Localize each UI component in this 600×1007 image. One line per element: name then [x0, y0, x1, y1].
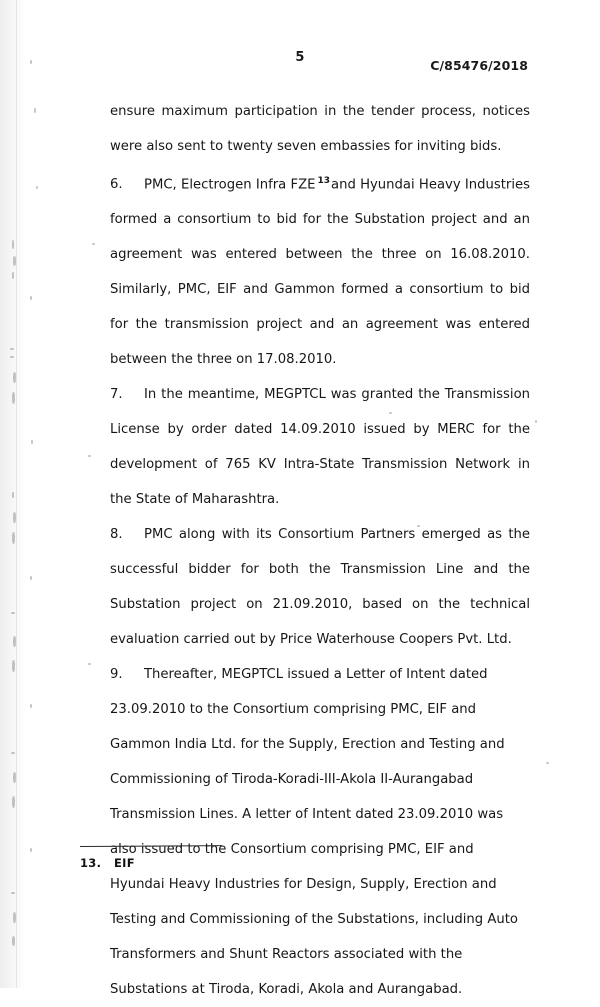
paragraph-number: 7.: [110, 387, 123, 403]
scan-speck: [92, 243, 95, 245]
paragraph-text-after-footnote: and Hyundai Heavy Industries formed a consortium to bid for the Substation project and an agreement was entered between the three on 16.08.2010. Similarly, PMC, EIF and Gammon formed a consortium to bid for the transmission project and an agreement was entered between the three on 17.08.2010.: [110, 177, 530, 368]
case-number: C/85476/2018: [430, 58, 528, 73]
scan-speck: [11, 892, 15, 894]
footnote-marker-13[interactable]: 13: [317, 176, 330, 186]
paragraph-9: [110, 657, 530, 1007]
scan-speck: [12, 240, 14, 249]
scan-speck: [12, 796, 15, 808]
scan-speck: [13, 912, 16, 923]
scan-speck: [31, 440, 33, 444]
paragraph-number: 6.: [110, 177, 123, 193]
scan-speck: [30, 848, 32, 852]
document-body: [110, 94, 530, 1007]
scan-speck: [12, 272, 14, 279]
scan-speck: [30, 296, 32, 300]
scan-speck: [30, 576, 32, 580]
scan-speck: [12, 660, 15, 672]
footnote-block: [80, 846, 500, 870]
scan-speck: [13, 772, 16, 783]
document-header: [0, 50, 600, 80]
scan-speck: [10, 356, 14, 358]
scan-speck: [10, 348, 14, 350]
scan-speck: [36, 186, 38, 189]
footnote-entry-13: [80, 856, 500, 870]
scan-speck: [88, 663, 91, 665]
paragraph-8: [110, 517, 530, 657]
scan-speck: [13, 372, 16, 383]
footnote-number: 13.: [80, 856, 102, 870]
paragraph-text: ensure maximum participation in the tender process, notices were also sent to twenty seven embassies for inviting bids.: [110, 104, 530, 154]
page-number: 5: [295, 50, 305, 65]
scan-speck: [11, 612, 15, 614]
scan-speck: [13, 512, 16, 523]
scan-speck: [12, 392, 15, 404]
paragraph-number: 8.: [110, 527, 123, 543]
paragraph-continuation: [110, 94, 530, 164]
scan-speck: [535, 420, 537, 423]
scan-speck: [12, 532, 15, 544]
scan-speck: [546, 762, 549, 764]
scan-fold-line: [16, 0, 17, 988]
scan-speck: [88, 455, 91, 457]
scan-speck: [12, 936, 15, 946]
scan-speck: [13, 256, 16, 266]
paragraph-text: In the meantime, MEGPTCL was granted the Transmission License by order dated 14.09.2010 issued by MERC for the development of 765 KV Intra-State Transmission Network in the State of Maharashtra.: [110, 387, 530, 508]
footnote-separator-rule: [80, 845, 222, 847]
scan-speck: [12, 492, 14, 498]
paragraph-text: Thereafter, MEGPTCL issued a Letter of Intent dated 23.09.2010 to the Consortium comprising PMC, EIF and Gammon India Ltd. for the Supply, Erection and Testing and Commissioning of Tiroda-Koradi-III-Akola II-Aurangabad Transmission Lines. A letter of Intent dated 23.09.2010 was also issued to the Consortium comprising PMC, EIF and Hyundai Heavy Industries for Design, Supply, Erection and Testing and Commissioning of the Substations, including Auto Transformers and Shunt Reactors associated with the Substations at Tiroda, Koradi, Akola and Aurangabad.: [110, 667, 518, 998]
scan-speck: [13, 636, 16, 647]
scan-speck: [34, 108, 36, 113]
paragraph-text-before-footnote: PMC, Electrogen Infra FZE: [144, 177, 316, 193]
footnote-text: EIF: [114, 856, 135, 870]
paragraph-6: [110, 164, 530, 377]
scan-speck: [11, 752, 15, 754]
paragraph-7: [110, 377, 530, 517]
scan-speck: [30, 704, 32, 708]
scan-edge-shading: [0, 0, 26, 988]
paragraph-number: 9.: [110, 667, 123, 683]
paragraph-text: PMC along with its Consortium Partners emerged as the successful bidder for both the Transmission Line and the Substation project on 21.09.2010, based on the technical evaluation carried out by Price Waterhouse Coopers Pvt. Ltd.: [110, 527, 530, 648]
